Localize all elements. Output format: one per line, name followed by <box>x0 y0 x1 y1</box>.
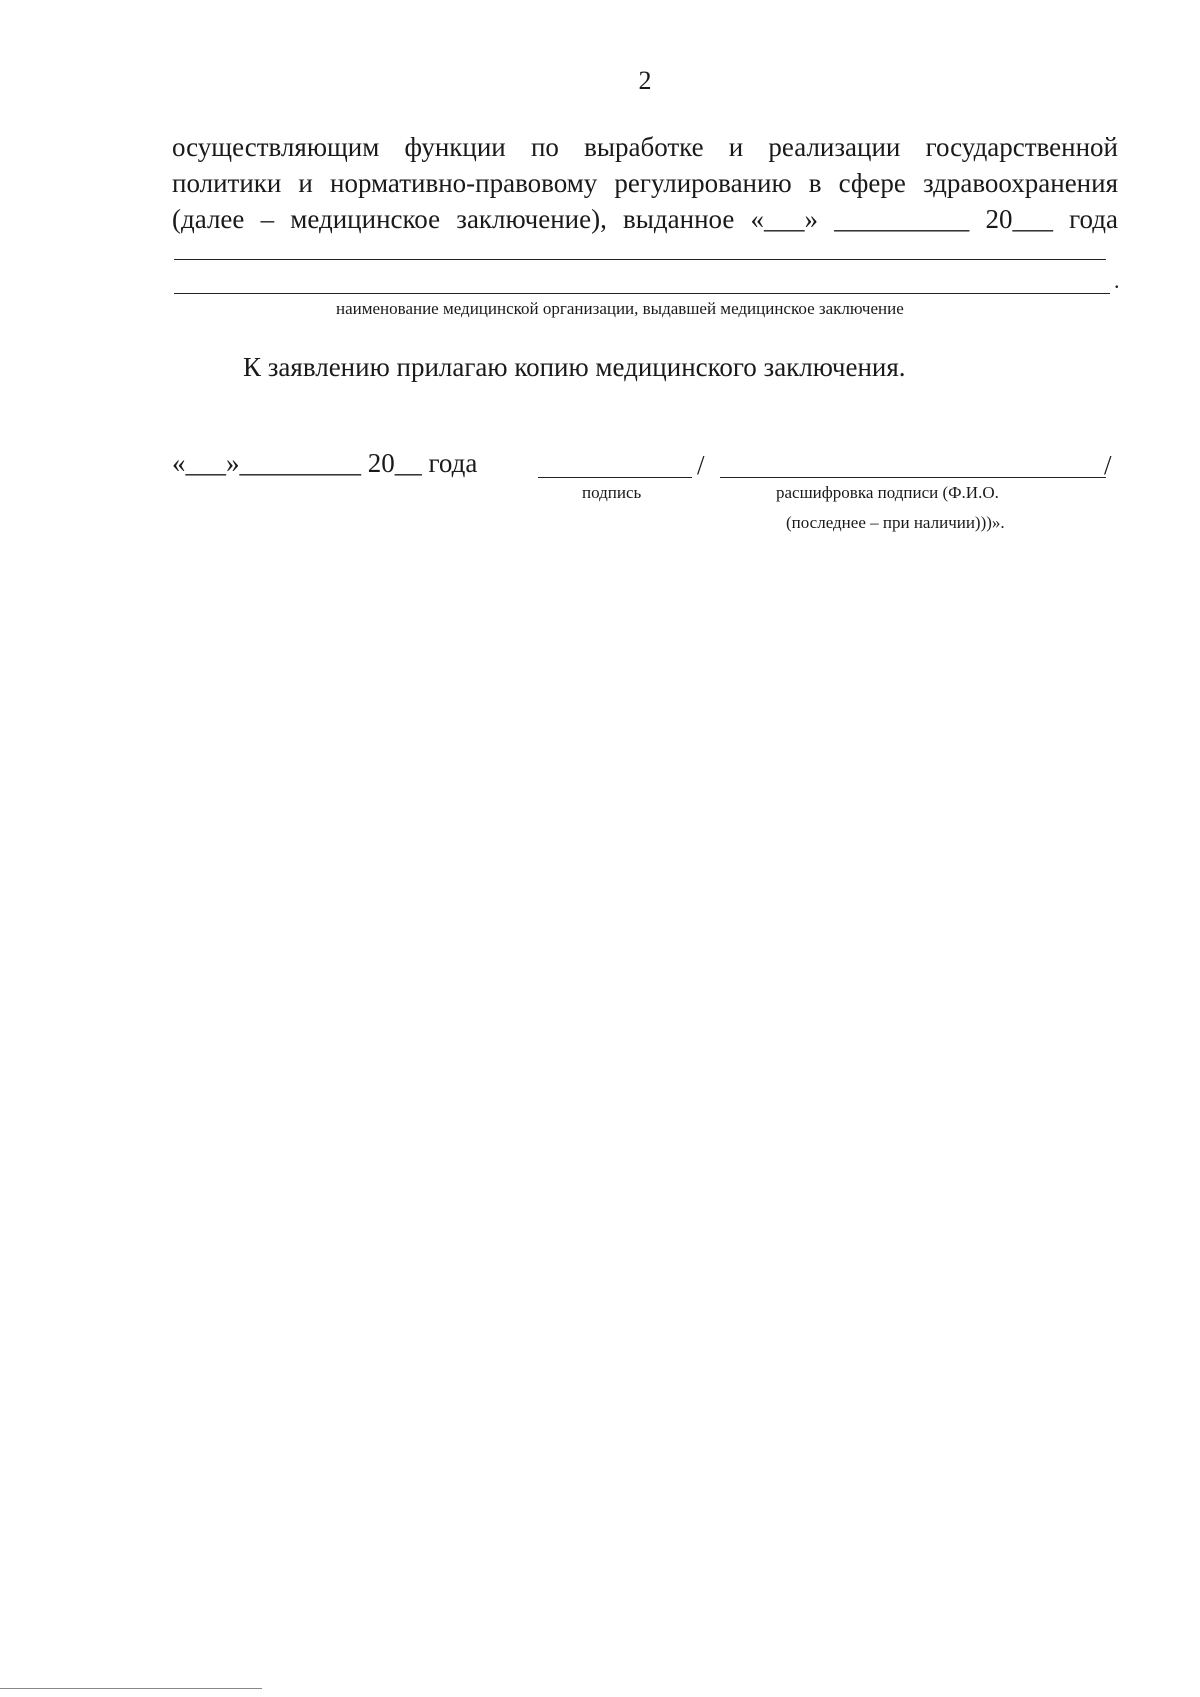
paragraph-line-1: осуществляющим функции по выработке и реализации государственной <box>172 132 1118 162</box>
organization-fill-line-1 <box>174 259 1106 260</box>
attachment-statement: К заявлению прилагаю копию медицинского заключения. <box>243 352 906 382</box>
date-field: «___»_________ 20__ года <box>172 448 478 478</box>
signature-slash-1: / <box>697 450 705 480</box>
organization-fill-line-2 <box>174 293 1110 294</box>
scan-margin-mark <box>0 1688 262 1689</box>
end-period: . <box>1114 268 1120 293</box>
signature-slash-2: / <box>1104 450 1112 480</box>
signature-decoding-caption-1: расшифровка подписи (Ф.И.О. <box>776 483 999 502</box>
page-number: 2 <box>638 66 652 95</box>
paragraph-line-3: (далее – медицинское заключение), выданное «___» __________ 20___ года <box>172 204 1118 234</box>
paragraph-line-2: политики и нормативно-правовому регулированию в сфере здравоохранения <box>172 168 1118 198</box>
signature-decoding-line <box>720 477 1106 478</box>
organization-caption: наименование медицинской организации, выдавшей медицинское заключение <box>336 299 904 318</box>
signature-caption: подпись <box>582 483 642 502</box>
signature-decoding-caption-2: (последнее – при наличии)))». <box>786 513 1005 532</box>
signature-line <box>538 477 692 478</box>
